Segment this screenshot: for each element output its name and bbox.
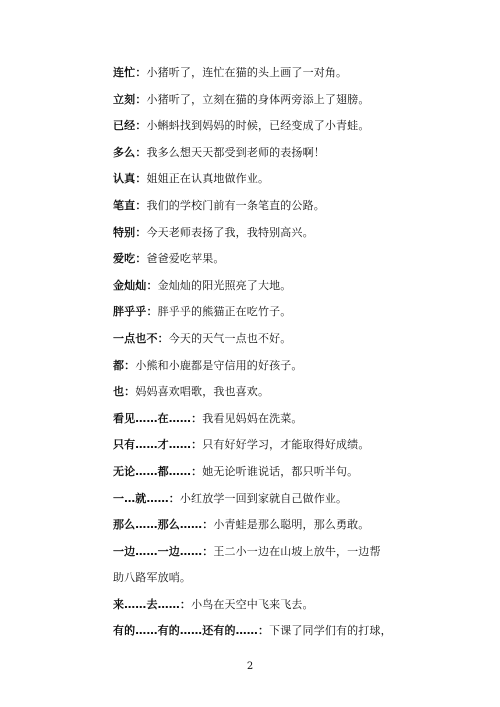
entry-separator: ： — [135, 66, 147, 79]
entry-sentence: 小猪听了，连忙在猫的头上画了一对角。 — [146, 66, 348, 79]
entry-separator: ： — [135, 252, 147, 266]
entry-term: 认真 — [113, 172, 136, 186]
entry-term: 一边……一边…… — [113, 544, 203, 558]
entry-sentence: 小猪听了，立刻在猫的身体两旁添上了翅膀。 — [146, 92, 370, 106]
entry-separator: ： — [202, 544, 214, 558]
entry-separator: ： — [124, 358, 136, 372]
entry-term: 连忙 — [113, 66, 136, 79]
sentence-entry — [113, 252, 413, 266]
sentence-entry — [113, 93, 413, 107]
sentence-entry — [113, 518, 413, 532]
entry-term: 笔直 — [113, 198, 136, 212]
entry-term: 胖乎乎 — [113, 305, 147, 319]
entry-separator: ： — [135, 225, 147, 239]
entry-term: 立刻 — [113, 92, 136, 106]
entry-term: 都 — [113, 358, 125, 372]
sentence-entry — [113, 146, 413, 160]
sentence-entry — [113, 66, 413, 80]
entry-term: 已经 — [113, 119, 136, 133]
sentence-entry — [113, 385, 413, 399]
entry-separator: ： — [191, 464, 203, 478]
entry-separator: ： — [202, 518, 214, 532]
entry-sentence: 妈妈喜欢唱歌，我也喜欢。 — [135, 385, 270, 399]
entry-sentence: 金灿灿的阳光照亮了大地。 — [157, 278, 292, 292]
page-number: 2 — [246, 661, 254, 672]
entry-separator: ： — [191, 411, 203, 425]
entry-term: 有的……有的……还有的…… — [113, 624, 258, 638]
sentence-entry — [113, 438, 413, 452]
entry-separator: ： — [135, 198, 147, 212]
entry-term: 只有……才…… — [113, 438, 192, 452]
sentence-entry — [113, 624, 413, 638]
sentence-entry — [113, 359, 413, 373]
entry-term: 爱吃 — [113, 252, 136, 266]
entry-sentence: 姐姐正在认真地做作业。 — [146, 172, 270, 186]
sentence-list — [113, 66, 413, 651]
entry-sentence: 爸爸爱吃苹果。 — [146, 252, 225, 266]
entry-sentence: 我多么想天天都受到老师的表扬啊！ — [146, 145, 325, 159]
entry-term: 多么 — [113, 145, 136, 159]
entry-sentence: 下课了同学们有的打球， — [269, 624, 392, 638]
entry-separator: ： — [135, 145, 147, 159]
entry-separator: ： — [124, 385, 136, 399]
entry-separator: ： — [146, 305, 158, 319]
entry-term: 一点也不 — [113, 331, 158, 345]
entry-separator: ： — [257, 624, 270, 638]
sentence-entry — [113, 332, 413, 346]
entry-term: 来……去…… — [113, 597, 180, 611]
entry-sentence: 只有好好学习，才能取得好成绩。 — [202, 438, 370, 452]
entry-sentence: 我们的学校门前有一条笔直的公路。 — [146, 198, 325, 212]
entry-term: 无论……都…… — [113, 464, 192, 478]
entry-sentence-continuation: 助八路军放哨。 — [113, 571, 192, 585]
entry-term: 一…就…… — [113, 491, 169, 505]
entry-sentence: 小蝌蚪找到妈妈的时候，已经变成了小青蛙。 — [146, 119, 370, 133]
entry-sentence: 王二小一边在山坡上放牛，一边帮 — [213, 544, 381, 558]
sentence-entry — [113, 412, 413, 426]
sentence-entry — [113, 172, 413, 186]
entry-separator: ： — [191, 438, 203, 452]
entry-term: 金灿灿 — [113, 278, 147, 292]
sentence-entry — [113, 226, 413, 240]
entry-separator: ： — [157, 331, 169, 345]
entry-separator: ： — [168, 491, 180, 505]
entry-separator: ： — [135, 119, 147, 133]
sentence-entry — [113, 545, 413, 586]
sentence-entry — [113, 119, 413, 133]
entry-separator: ： — [146, 278, 158, 292]
entry-sentence: 今天老师表扬了我，我特别高兴。 — [146, 225, 314, 239]
entry-sentence: 小红放学一回到家就自己做作业。 — [179, 491, 348, 505]
entry-separator: ： — [179, 597, 192, 611]
entry-separator: ： — [135, 92, 147, 106]
entry-term: 特别 — [113, 225, 136, 239]
entry-sentence: 她无论听谁说话，都只听半句。 — [202, 464, 359, 478]
sentence-entry — [113, 465, 413, 479]
entry-sentence: 小鸟在天空中飞来飞去。 — [191, 597, 314, 611]
sentence-entry — [113, 598, 413, 612]
sentence-entry — [113, 279, 413, 293]
entry-separator: ： — [135, 172, 147, 186]
entry-sentence: 小青蛙是那么聪明，那么勇敢。 — [213, 518, 370, 532]
entry-term: 看见……在…… — [113, 411, 192, 425]
entry-sentence: 我看见妈妈在洗菜。 — [202, 411, 303, 425]
entry-sentence: 小熊和小鹿都是守信用的好孩子。 — [135, 358, 303, 372]
entry-term: 那么……那么…… — [113, 518, 203, 532]
entry-term: 也 — [113, 385, 125, 399]
sentence-entry — [113, 199, 413, 213]
sentence-entry — [113, 492, 413, 506]
entry-sentence: 今天的天气一点也不好。 — [168, 331, 292, 345]
entry-sentence: 胖乎乎的熊猫正在吃竹子。 — [157, 305, 292, 319]
sentence-entry — [113, 305, 413, 319]
